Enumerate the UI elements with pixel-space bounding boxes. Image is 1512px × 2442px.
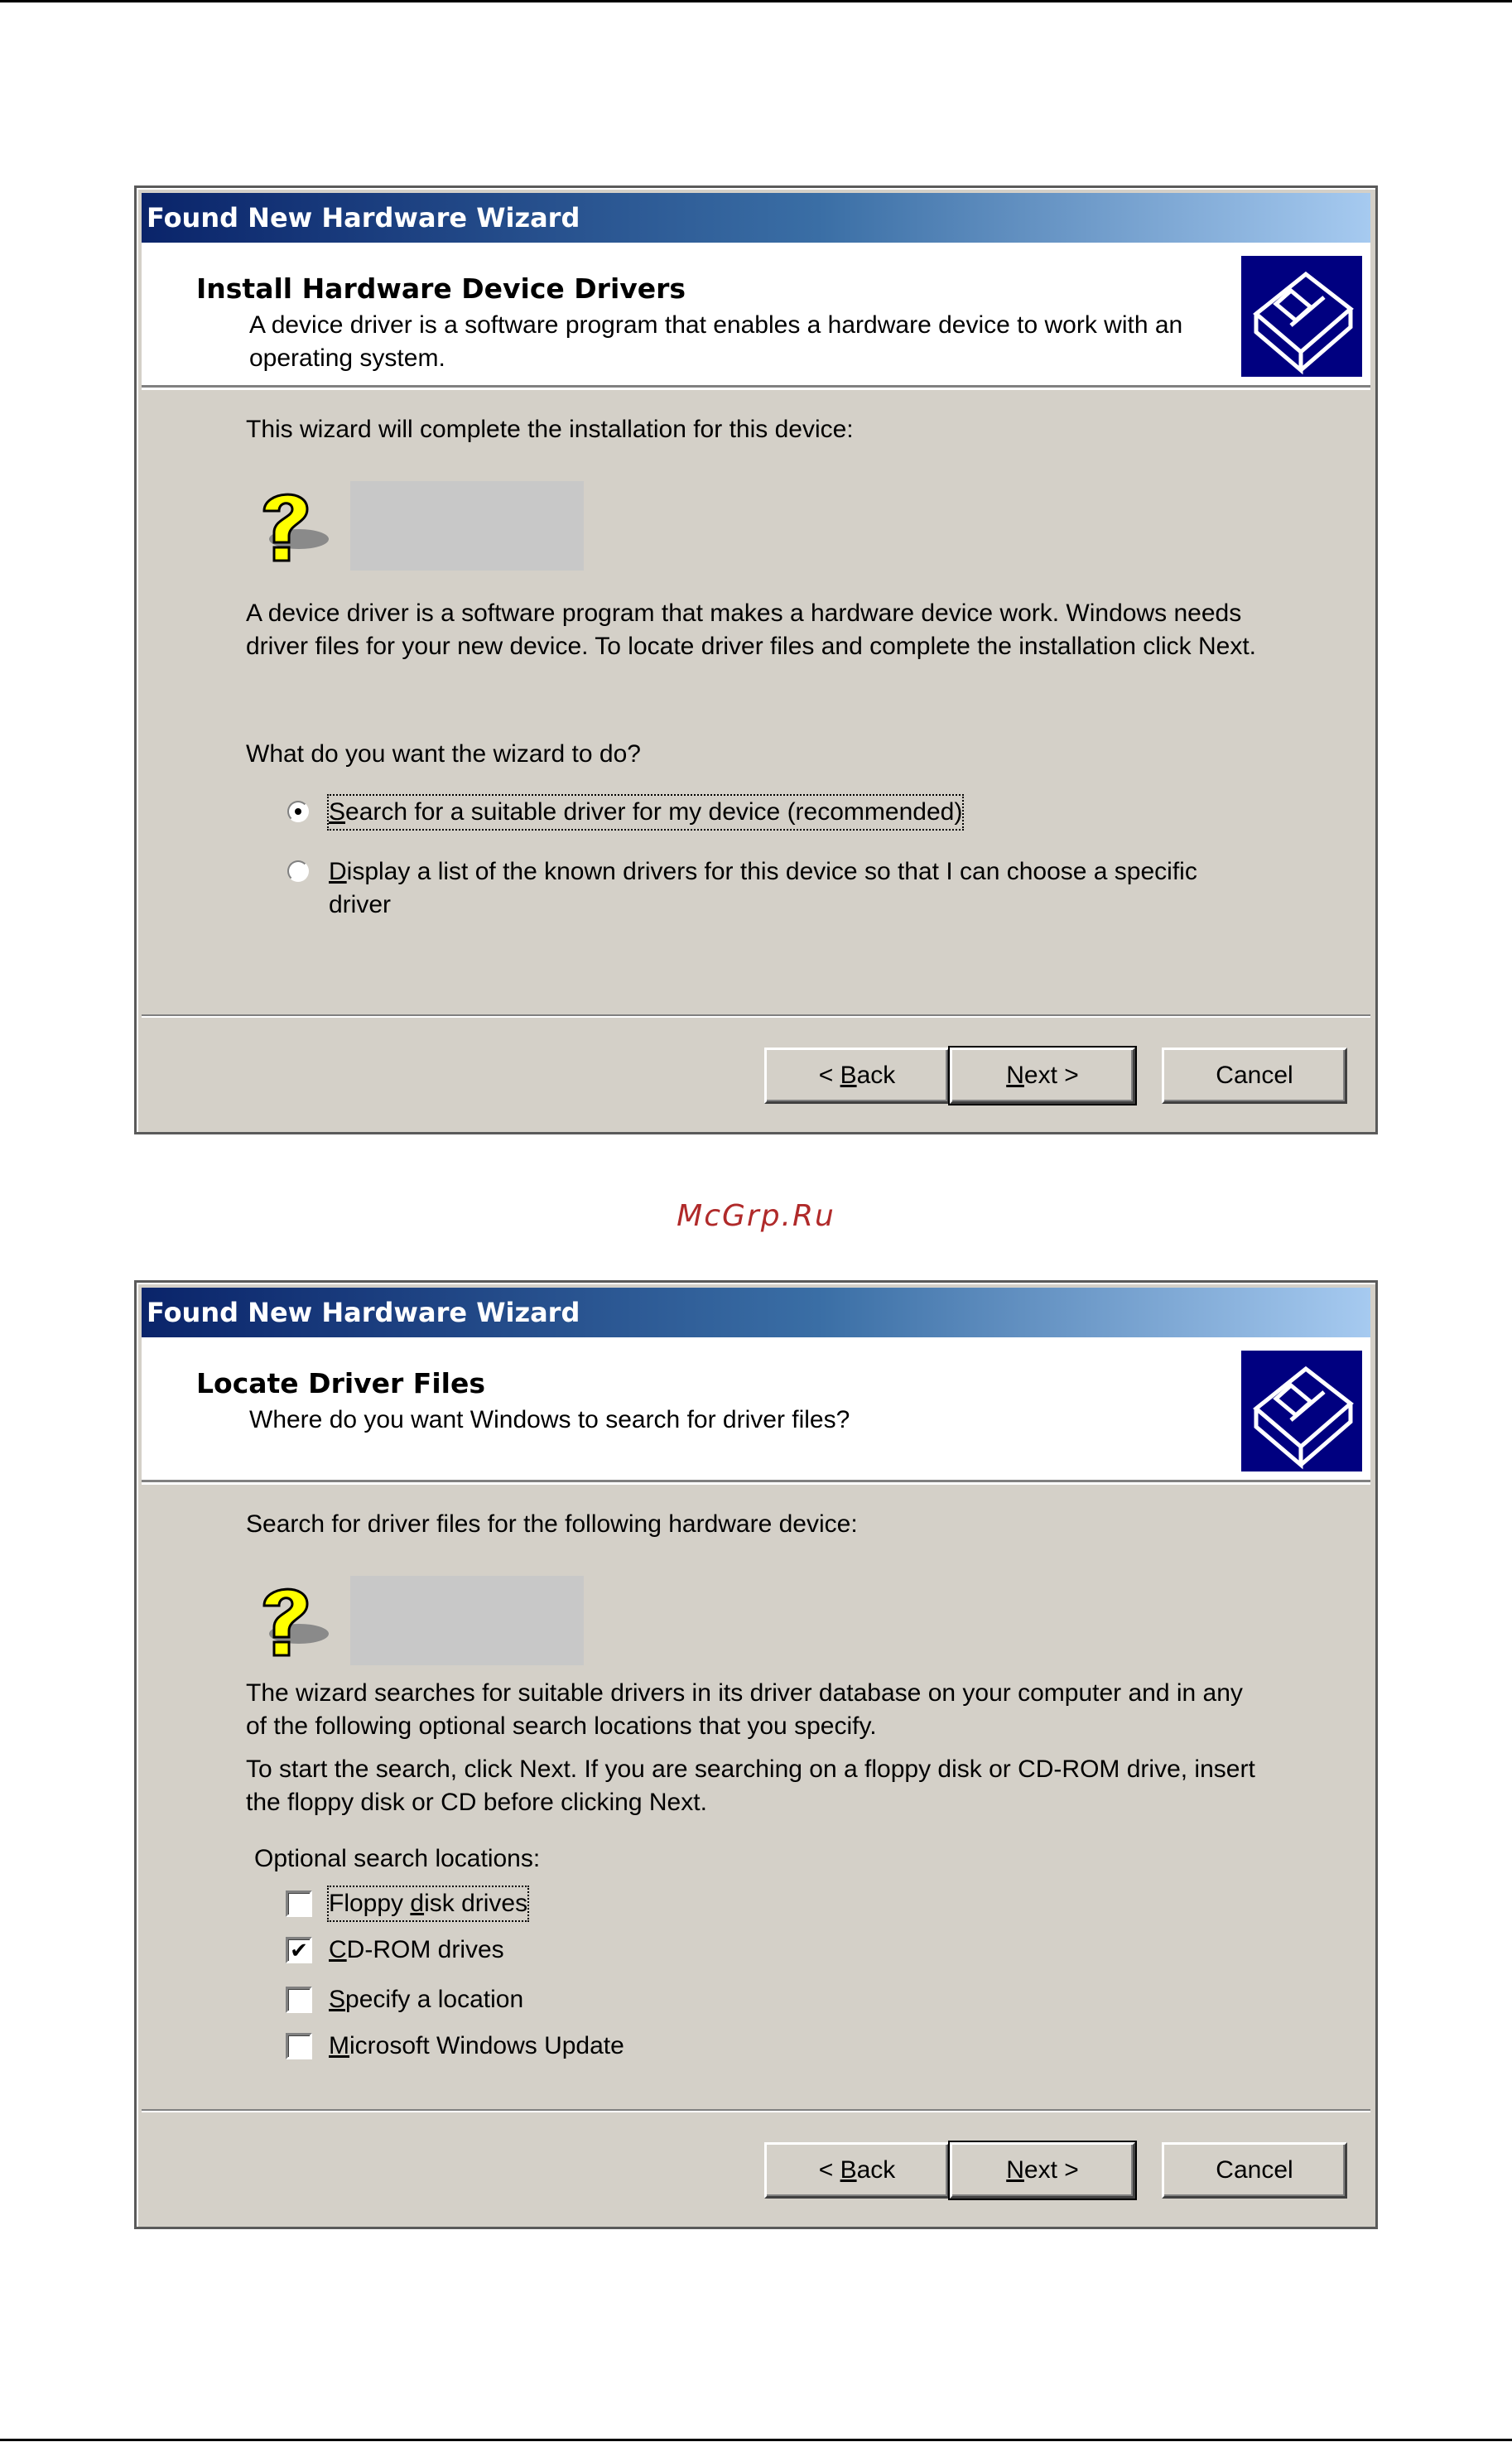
cancel-button[interactable]: Cancel [1162, 2142, 1347, 2199]
title-bar: Found New Hardware Wizard [142, 1288, 1370, 1337]
radio-display-list[interactable] [287, 860, 309, 882]
top-rule [0, 0, 1512, 2]
next-button[interactable]: Next > [950, 2142, 1135, 2199]
intro-text: Search for driver files for the following hardware device: [246, 1510, 858, 1538]
back-button[interactable]: < Back [764, 1048, 950, 1104]
radio-search-driver[interactable] [287, 801, 309, 822]
checkbox-specify-label: Specify a location [329, 1986, 524, 2013]
header-title: Locate Driver Files [196, 1367, 485, 1399]
wizard-header [142, 243, 1370, 388]
device-name-box [350, 1576, 584, 1665]
option-search-label: Search for a suitable driver for my device (recommended) [329, 796, 962, 829]
checkbox-specify-location[interactable] [286, 1983, 523, 2016]
device-name-box [350, 481, 584, 571]
intro-text: This wizard will complete the installation for this device: [246, 416, 854, 443]
checkbox-update-box[interactable] [286, 2033, 312, 2059]
description-paragraph-1: The wizard searches for suitable drivers in its driver database on your computer and in any of the following optional search locations that you specify. [246, 1679, 1243, 1740]
unknown-device-question-icon [246, 1577, 332, 1664]
checkbox-update-label: Microsoft Windows Update [329, 2032, 624, 2059]
checkbox-cdrom-label: CD-ROM drives [329, 1936, 504, 1963]
cancel-button[interactable]: Cancel [1162, 1048, 1347, 1104]
checkbox-specify-box[interactable] [286, 1987, 312, 2013]
watermark: McGrp.Ru [677, 1199, 835, 1233]
wizard-header [142, 1337, 1370, 1482]
checkbox-floppy-box[interactable] [286, 1891, 312, 1917]
hardware-card-icon [1241, 1351, 1362, 1471]
optional-locations-label: Optional search locations: [254, 1845, 541, 1872]
title-bar: Found New Hardware Wizard [142, 193, 1370, 243]
next-button[interactable]: Next > [950, 1048, 1135, 1104]
description-paragraph-2: To start the search, click Next. If you are searching on a floppy disk or CD-ROM drive, insert the floppy disk or CD before clicking Next. [246, 1756, 1255, 1816]
header-title: Install Hardware Device Drivers [196, 272, 686, 305]
wizard-locate-drivers [134, 1280, 1378, 2229]
description-paragraph: A device driver is a software program that makes a hardware device work. Windows needs driver files for your new device. To locate driver files and complete the installation click Next. [246, 600, 1256, 660]
question-text: What do you want the wizard to do? [246, 740, 641, 768]
wizard-install-drivers [134, 185, 1378, 1134]
checkbox-floppy-label: Floppy disk drives [329, 1887, 527, 1920]
option-display-list[interactable] [287, 855, 1215, 922]
option-search-driver[interactable] [287, 796, 962, 829]
checkbox-cdrom-box[interactable]: ✔ [286, 1937, 312, 1963]
checkbox-windows-update[interactable] [286, 2030, 624, 2063]
header-subtitle: A device driver is a software program that enables a hardware device to work with an operating system. [249, 311, 1183, 372]
bottom-rule [0, 2439, 1512, 2441]
checkbox-floppy[interactable] [286, 1887, 527, 1920]
header-subtitle: Where do you want Windows to search for driver files? [249, 1406, 850, 1433]
option-display-label: Display a list of the known drivers for this device so that I can choose a specific driver [329, 858, 1197, 918]
back-button[interactable]: < Back [764, 2142, 950, 2199]
unknown-device-question-icon [246, 483, 332, 569]
button-separator [142, 2109, 1370, 2111]
checkbox-cdrom[interactable] [286, 1934, 504, 1967]
button-separator [142, 1014, 1370, 1016]
hardware-card-icon [1241, 256, 1362, 377]
